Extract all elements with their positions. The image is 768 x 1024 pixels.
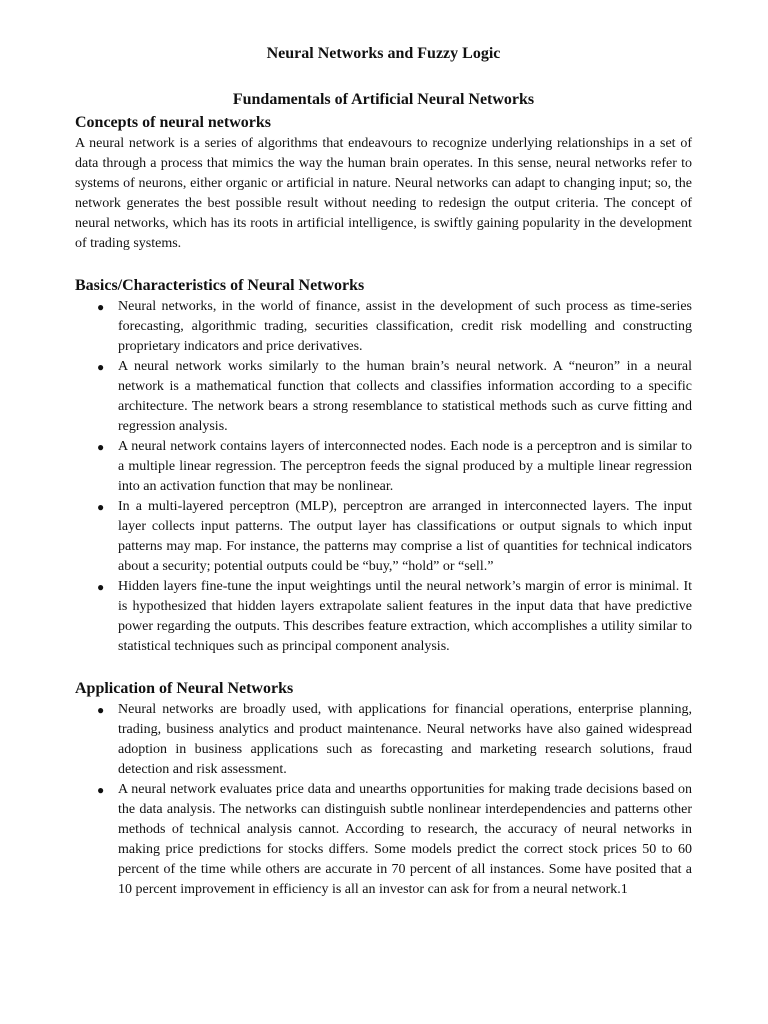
list-item-text: A neural network contains layers of interconnected nodes. Each node is a perceptron and is similar to a multiple linear regression. The perceptron feeds the signal produced by a multiple linear regression into an activation function that may be nonlinear. <box>118 439 692 494</box>
document-page <box>75 44 692 900</box>
list-item-text: A neural network evaluates price data and unearths opportunities for making trade decisions based on the data analysis. The networks can distinguish subtle nonlinear interdependencies and patterns other methods of technical analysis cannot. According to research, the accuracy of neural networks in making price predictions for stocks differs. Some models predict the correct stock prices 50 to 60 percent of the time while others are accurate in 70 percent of all instances. Some have posited that a 10 percent improvement in efficiency is all an investor can ask for from a neural network.1 <box>118 782 692 897</box>
list-item <box>75 700 692 780</box>
bullet-icon: ● <box>97 360 105 374</box>
bullet-icon: ● <box>97 500 105 514</box>
list-item <box>75 780 692 900</box>
list-item <box>75 497 692 577</box>
basics-heading: Basics/Characteristics of Neural Networks <box>75 277 365 294</box>
document-title: Neural Networks and Fuzzy Logic <box>266 45 501 62</box>
bullet-icon: ● <box>97 300 105 314</box>
list-item-text: Neural networks are broadly used, with applications for financial operations, enterprise planning, trading, business analytics and product maintenance. Neural networks have also gained widespread adoption in business applications such as forecasting and marketing research solutions, fraud detection and risk assessment. <box>118 702 692 777</box>
bullet-icon: ● <box>97 440 105 454</box>
bullet-icon: ● <box>97 580 105 594</box>
application-bullet-list <box>75 700 692 900</box>
concepts-paragraph: A neural network is a series of algorithms that endeavours to recognize underlying relationships in a set of data through a process that mimics the way the human brain operates. In this sense, neural networks refer to systems of neurons, either organic or artificial in nature. Neural networks can adapt to changing input; so, the network generates the best possible result without needing to redesign the output criteria. The concept of neural networks, which has its roots in artificial intelligence, is swiftly gaining popularity in the development of trading systems. <box>75 136 692 251</box>
list-item-text: A neural network works similarly to the human brain’s neural network. A “neuron” in a neural network is a mathematical function that collects and classifies information according to a specific architecture. The network bears a strong resemblance to statistical methods such as curve fitting and regression analysis. <box>118 359 692 434</box>
concepts-heading: Concepts of neural networks <box>75 114 271 131</box>
section-title: Fundamentals of Artificial Neural Networks <box>232 91 535 108</box>
list-item-text: Hidden layers fine-tune the input weightings until the neural network’s margin of error is minimal. It is hypothesized that hidden layers extrapolate salient features in the input data that have predictive power regarding the outputs. This describes feature extraction, which accomplishes a utility similar to statistical techniques such as principal component analysis. <box>118 579 692 654</box>
basics-bullet-list <box>75 297 692 657</box>
list-item <box>75 437 692 497</box>
bullet-icon: ● <box>97 703 105 717</box>
list-item <box>75 577 692 657</box>
application-heading: Application of Neural Networks <box>75 680 294 697</box>
bullet-icon: ● <box>97 783 105 797</box>
list-item-text: Neural networks, in the world of finance, assist in the development of such process as time-series forecasting, algorithmic trading, securities classification, credit risk modelling and constructing proprietary indicators and price derivatives. <box>118 299 692 354</box>
list-item <box>75 297 692 357</box>
list-item-text: In a multi-layered perceptron (MLP), perceptron are arranged in interconnected layers. The input layer collects input patterns. The output layer has classifications or output signals to which input patterns may map. For instance, the patterns may comprise a list of quantities for technical indicators about a security; potential outputs could be “buy,” “hold” or “sell.” <box>118 499 692 574</box>
list-item <box>75 357 692 437</box>
